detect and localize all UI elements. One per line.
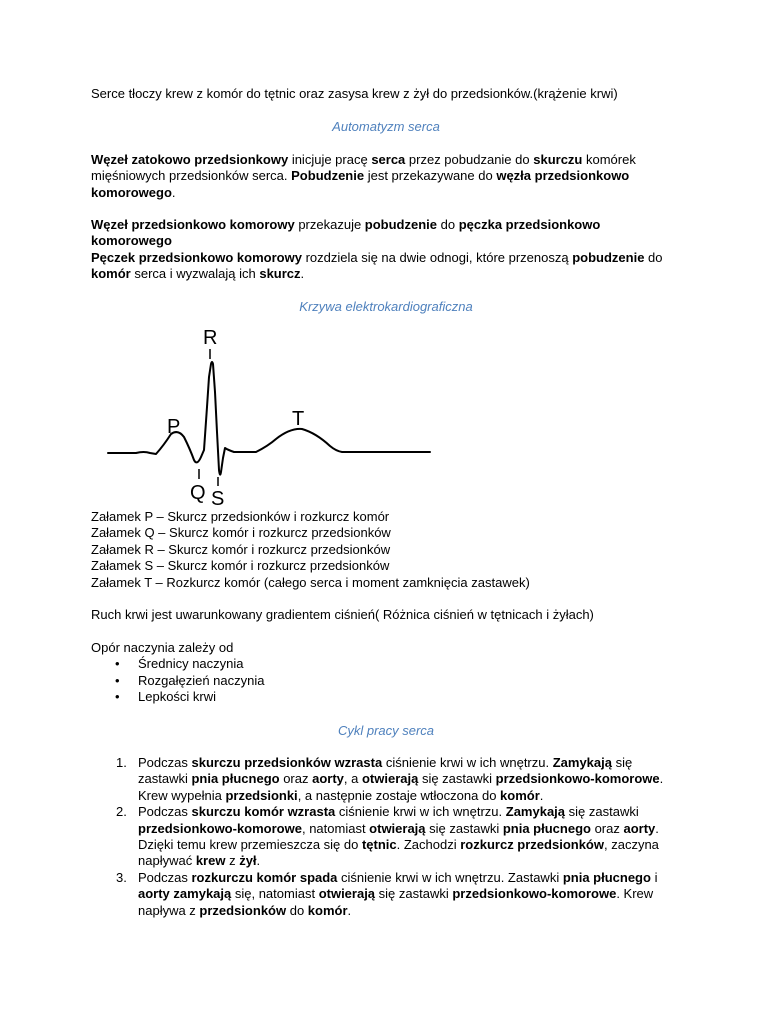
term: pęczka przedsionkowo komorowego bbox=[91, 217, 601, 249]
wave-item: Załamek R – Skurcz komór i rozkurcz przedsionków bbox=[91, 541, 391, 557]
wave-item: Załamek Q – Skurcz komór i rozkurcz przedsionków bbox=[91, 525, 391, 541]
paragraph-wezel-przedsionkowo-komorowy bbox=[91, 217, 681, 250]
term: skurcz bbox=[259, 266, 301, 282]
term: tętnic bbox=[361, 837, 397, 853]
text: do bbox=[286, 902, 308, 918]
paragraph-wezel-zatokowy bbox=[91, 152, 681, 201]
term: pnia płucnego bbox=[562, 869, 651, 885]
text: , natomiast bbox=[301, 820, 370, 836]
term: skurczu bbox=[533, 152, 583, 167]
wave-list bbox=[91, 509, 681, 591]
resistance-list bbox=[91, 656, 681, 705]
term: aorty bbox=[312, 771, 344, 787]
text: . bbox=[171, 184, 176, 200]
text: . Zachodzi bbox=[396, 837, 461, 853]
text: . Krew wypełnia bbox=[138, 771, 664, 803]
term: pnia płucnego bbox=[191, 771, 280, 787]
text: . bbox=[539, 787, 544, 803]
text: ciśnienie krwi w ich wnętrzu. bbox=[335, 804, 506, 820]
wave-item: Załamek P – Skurcz przedsionków i rozkurcz komór bbox=[91, 509, 390, 524]
term: skurczu komór wzrasta bbox=[191, 804, 336, 820]
text: oraz bbox=[279, 771, 313, 787]
text: przez pobudzanie do bbox=[405, 152, 534, 167]
term: pobudzenie bbox=[572, 250, 645, 265]
text: inicjuje pracę bbox=[288, 152, 372, 167]
text: rozdziela się na dwie odnogi, które przenoszą bbox=[301, 250, 573, 265]
text: . Dzięki temu krew przemieszcza się do bbox=[138, 820, 659, 853]
term: przedsionki bbox=[225, 787, 298, 803]
list-item: • Lepkości krwi bbox=[91, 689, 681, 705]
list-item: • Średnicy naczynia bbox=[91, 656, 681, 672]
term: aorty bbox=[138, 886, 170, 902]
term: otwierają bbox=[369, 820, 426, 836]
text: się zastawki bbox=[425, 820, 503, 836]
ecg-label-s: S bbox=[211, 488, 225, 510]
ecg-diagram bbox=[104, 322, 434, 512]
term: pnia płucnego bbox=[502, 820, 591, 836]
ecg-label-r: R bbox=[203, 327, 218, 349]
item-number: 1. bbox=[116, 755, 127, 770]
term: Pęczek przedsionkowo komorowy bbox=[91, 250, 302, 265]
heading-automatyzm-serca: Automatyzm serca bbox=[332, 119, 440, 134]
text: , a następnie zostaje wtłoczona do bbox=[297, 787, 501, 803]
ecg-label-q: Q bbox=[190, 482, 206, 504]
resistance-block bbox=[91, 640, 681, 706]
term: Zamykają bbox=[552, 755, 612, 770]
term: Węzeł zatokowo przedsionkowy bbox=[91, 152, 289, 167]
text: ciśnienie krwi w ich wnętrzu. Zastawki bbox=[337, 869, 563, 885]
wave-item: Załamek T – Rozkurcz komór (całego serca i moment zamknięcia zastawek) bbox=[91, 574, 530, 590]
text: . bbox=[300, 266, 305, 282]
text: się zastawki bbox=[565, 804, 639, 820]
text: . bbox=[256, 853, 261, 869]
term: otwierają bbox=[361, 771, 419, 787]
term: przedsionkowo-komorowe bbox=[495, 771, 660, 787]
text: serca i wyzwalają ich bbox=[130, 266, 260, 282]
text: do bbox=[644, 250, 663, 265]
term: komór bbox=[307, 902, 348, 918]
text: do bbox=[437, 217, 459, 232]
paragraph-ruch-krwi: Ruch krwi jest uwarunkowany gradientem ciśnień( Różnica ciśnień w tętnicach i żyłach) bbox=[91, 607, 594, 622]
term: rozkurcz przedsionków bbox=[460, 837, 604, 853]
term: komór bbox=[91, 266, 131, 282]
term: aorty bbox=[623, 820, 656, 836]
ecg-waveform-line bbox=[108, 362, 430, 475]
term: krew bbox=[195, 853, 226, 869]
text: . Krew napływa z bbox=[138, 886, 654, 918]
text: się zastawki bbox=[418, 771, 496, 787]
text: i bbox=[650, 869, 658, 885]
text: ciśnienie krwi w ich wnętrzu. bbox=[382, 755, 553, 770]
term: zamykają bbox=[173, 886, 232, 902]
text: Podczas bbox=[138, 869, 192, 885]
text: Podczas bbox=[138, 755, 192, 770]
intro-text: Serce tłoczy krew z komór do tętnic oraz zasysa krew z żył do przedsionków.(krążenie krwi) bbox=[91, 86, 618, 101]
term: serca bbox=[371, 152, 406, 167]
ecg-label-t: T bbox=[292, 408, 305, 430]
term: komór bbox=[500, 787, 540, 803]
term: otwierają bbox=[318, 886, 376, 902]
text: z bbox=[225, 853, 240, 869]
term: pobudzenie bbox=[364, 217, 438, 232]
cycle-item-1 bbox=[91, 755, 681, 804]
resistance-intro: Opór naczynia zależy od bbox=[91, 640, 234, 655]
term: rozkurczu komór spada bbox=[191, 869, 338, 885]
text: komórek mięśniowych przedsionków serca. bbox=[91, 152, 636, 184]
wave-item: Załamek S – Skurcz komór i rozkurcz przedsionków bbox=[91, 558, 390, 574]
ecg-label-p: P bbox=[167, 416, 181, 438]
term: żył bbox=[239, 853, 257, 869]
term: Zamykają bbox=[505, 804, 566, 820]
text: , zaczyna napływać bbox=[138, 837, 659, 869]
term: skurczu przedsionków wzrasta bbox=[191, 755, 383, 770]
paragraph-peczek bbox=[91, 250, 681, 283]
term: przedsionków bbox=[199, 902, 287, 918]
cycle-item-3 bbox=[91, 870, 681, 919]
term: węzła przedsionkowo komorowego bbox=[91, 168, 630, 200]
text: , a bbox=[343, 771, 362, 787]
term: Węzeł przedsionkowo komorowy bbox=[91, 217, 295, 232]
text: się zastawki bbox=[375, 886, 453, 902]
item-number: 2. bbox=[116, 804, 127, 820]
text: się zastawki bbox=[138, 755, 633, 787]
term: Pobudzenie bbox=[291, 168, 365, 184]
cycle-item-2 bbox=[91, 804, 681, 870]
text: . bbox=[347, 902, 352, 918]
item-number: 3. bbox=[116, 869, 127, 885]
text: Podczas bbox=[138, 804, 192, 820]
term: przedsionkowo-komorowe bbox=[138, 820, 302, 836]
term: przedsionkowo-komorowe bbox=[452, 886, 617, 902]
cycle-list bbox=[91, 755, 681, 919]
heading-krzywa-ekg: Krzywa elektrokardiograficzna bbox=[299, 299, 473, 314]
list-item: • Rozgałęzień naczynia bbox=[91, 673, 681, 689]
text: oraz bbox=[590, 820, 624, 836]
text: przekazuje bbox=[294, 217, 365, 232]
heading-cykl-pracy-serca: Cykl pracy serca bbox=[337, 723, 435, 738]
text: się, natomiast bbox=[231, 886, 319, 902]
text: jest przekazywane do bbox=[364, 168, 497, 184]
